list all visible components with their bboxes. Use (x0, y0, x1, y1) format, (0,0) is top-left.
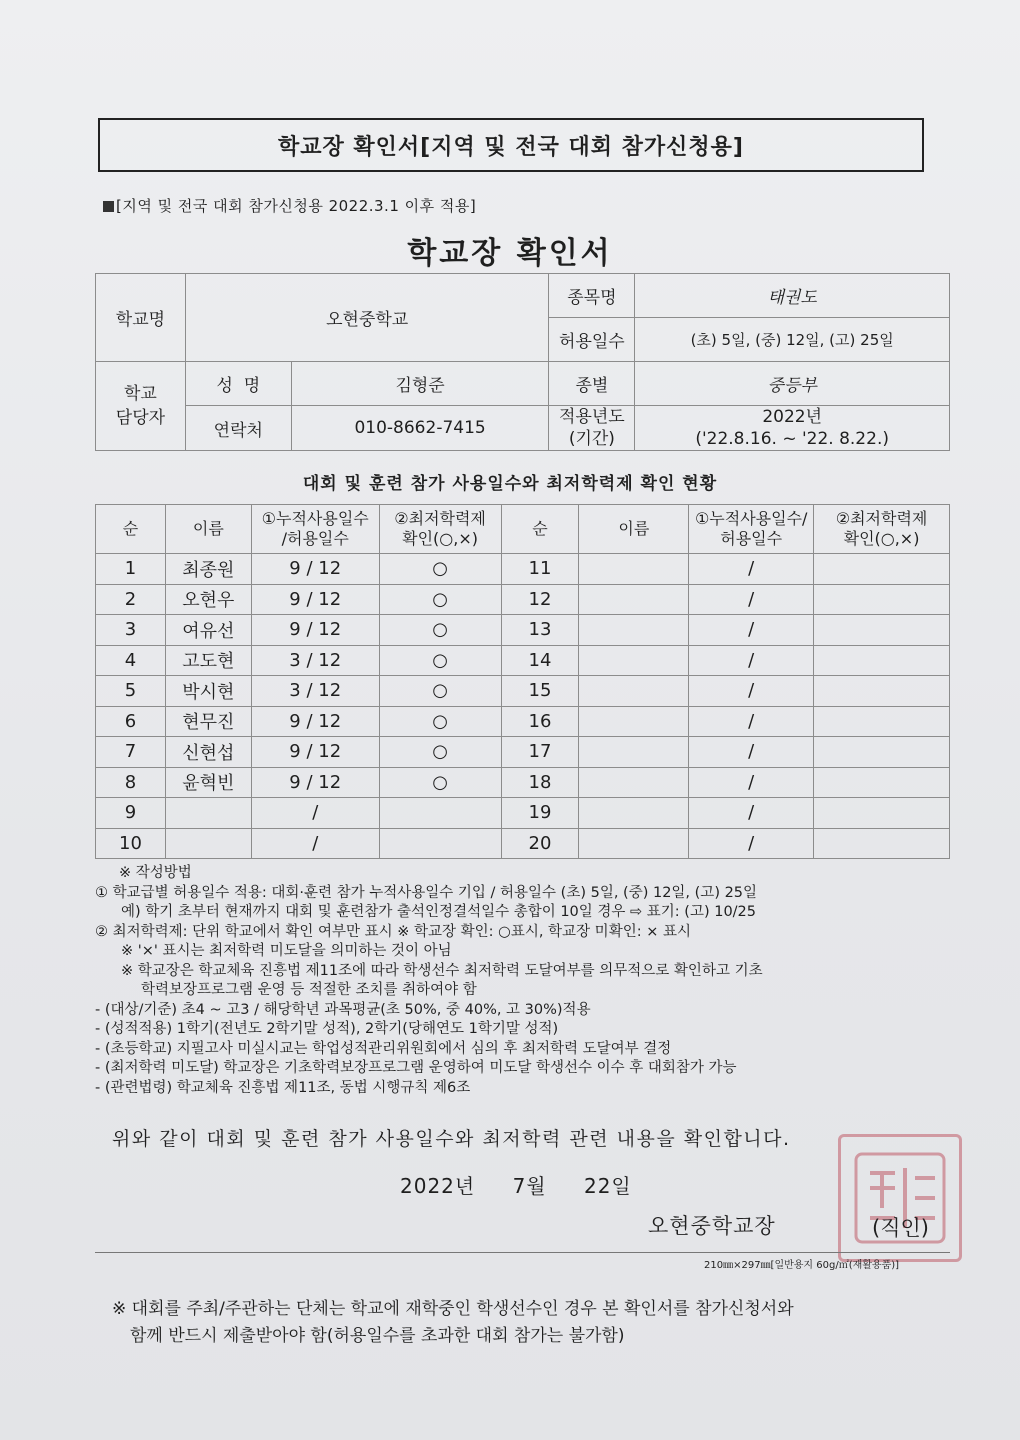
row-seq: 2 (96, 584, 166, 615)
row-check-2 (814, 767, 950, 798)
row-name: 현무진 (165, 706, 251, 737)
row-days-2: / (689, 737, 814, 768)
row-name (165, 798, 251, 829)
row-days: / (251, 798, 379, 829)
row-seq-2: 13 (501, 615, 579, 646)
row-days: 9 / 12 (251, 767, 379, 798)
row-name: 고도현 (165, 645, 251, 676)
footer-line-2: 함께 반드시 제출받아야 함(허용일수를 초과한 대회 참가는 불가함) (130, 1326, 625, 1346)
paper-spec: 210㎜×297㎜[일반용지 60g/㎡(재활용품)] (704, 1260, 900, 1271)
detail-2: - (성적적용) 1학기(전년도 2학기말 성적), 2학기(당해연도 1학기말 성적) (95, 1021, 559, 1037)
row-name: 여유선 (165, 615, 251, 646)
year-label: 적용년도 (기간) (549, 406, 635, 451)
row-days-2: / (689, 676, 814, 707)
row-name-2 (579, 767, 689, 798)
row-check: ○ (379, 584, 501, 615)
row-days: 9 / 12 (251, 584, 379, 615)
section-title: 대회 및 훈련 참가 사용일수와 최저학력제 확인 현황 (302, 474, 718, 494)
row-name: 신현섭 (165, 737, 251, 768)
row-seq: 1 (96, 554, 166, 585)
table-row (96, 645, 950, 676)
row-seq-2: 16 (501, 706, 579, 737)
table-body (96, 554, 950, 859)
school-value: 오현중학교 (185, 274, 549, 362)
year-value: 2022년 (762, 407, 822, 427)
col-name-2: 이름 (579, 505, 689, 554)
row-seq-2: 15 (501, 676, 579, 707)
note-2-a: ※ '×' 표시는 최저학력 미도달을 의미하는 것이 아님 (121, 943, 452, 959)
row-name-2 (579, 554, 689, 585)
row-check-2 (814, 584, 950, 615)
footer-note (112, 1296, 794, 1350)
table-row (96, 798, 950, 829)
row-name: 박시현 (165, 676, 251, 707)
seal-label: (직인) (872, 1216, 929, 1240)
row-name (165, 828, 251, 859)
row-check: ○ (379, 645, 501, 676)
row-seq: 10 (96, 828, 166, 859)
row-name: 오현우 (165, 584, 251, 615)
row-name-2 (579, 615, 689, 646)
square-bullet-icon (103, 201, 114, 212)
row-check-2 (814, 645, 950, 676)
table-row (96, 737, 950, 768)
row-check (379, 798, 501, 829)
detail-1: - (대상/기준) 초4 ~ 고3 / 해당학년 과목평균(초 50%, 중 40%, 고 30%)적용 (95, 1001, 591, 1018)
row-seq-2: 18 (501, 767, 579, 798)
row-check-2 (814, 615, 950, 646)
row-days-2: / (689, 828, 814, 859)
info-table (95, 273, 950, 451)
row-seq: 4 (96, 645, 166, 676)
table-header-row (96, 505, 950, 554)
divider (95, 1252, 950, 1253)
col-seq: 순 (96, 505, 166, 554)
detail-3: - (초등학교) 지필고사 미실시교는 학업성적관리위원회에서 심의 후 최저학력 도달여부 결정 (95, 1040, 672, 1057)
sport-value: 태권도 (635, 274, 950, 318)
row-seq-2: 11 (501, 554, 579, 585)
table-row (96, 828, 950, 859)
period-value: ('22.8.16. ~ '22. 8.22.) (695, 429, 889, 449)
note-2-b1: ※ 학교장은 학교체육 진흥법 제11조에 따라 학생선수 최저학력 도달여부를 의무적으로 확인하고 기초 (121, 962, 763, 979)
row-seq-2: 20 (501, 828, 579, 859)
row-check-2 (814, 737, 950, 768)
row-days: 9 / 12 (251, 554, 379, 585)
row-name-2 (579, 828, 689, 859)
table-row (96, 767, 950, 798)
date-day: 22일 (583, 1174, 632, 1198)
row-seq: 3 (96, 615, 166, 646)
row-check: ○ (379, 615, 501, 646)
note-1-example: 예) 학기 초부터 현재까지 대회 및 훈련참가 출석인정결석일수 총합이 10일 경우 ⇨ 표기: (고) 10/25 (121, 904, 757, 920)
school-label: 학교명 (96, 274, 186, 362)
note-2-b2: 학력보장프로그램 운영 등 적절한 조치를 취하여야 함 (141, 982, 477, 998)
page-title: 학교장 확인서 (407, 236, 613, 271)
col-check-2: ②최저학력제 확인(○,×) (814, 505, 950, 554)
category-value: 중등부 (635, 362, 950, 406)
detail-4: - (최저학력 미도달) 학교장은 기초학력보장프로그램 운영하여 미도달 학생선수 이수 후 대회참가 가능 (95, 1060, 737, 1076)
row-seq-2: 17 (501, 737, 579, 768)
document-header-box (98, 118, 924, 172)
note-2: ② 최저학력제: 단위 학교에서 확인 여부만 표시 ※ 학교장 확인: ○표시, 학교장 미확인: × 표시 (95, 923, 691, 940)
allowed-days-label: 허용일수 (549, 318, 635, 362)
date-year: 2022년 (400, 1174, 476, 1198)
applicability-note (103, 195, 476, 216)
row-seq-2: 12 (501, 584, 579, 615)
row-check: ○ (379, 737, 501, 768)
row-name-2 (579, 676, 689, 707)
row-check (379, 828, 501, 859)
detail-5: - (관련법령) 학교체육 진흥법 제11조, 동법 시행규칙 제6조 (95, 1079, 471, 1096)
row-check-2 (814, 554, 950, 585)
contact-label: 연락처 (185, 406, 291, 451)
row-name-2 (579, 706, 689, 737)
row-days-2: / (689, 645, 814, 676)
date-month: 7월 (512, 1174, 547, 1198)
category-label: 종별 (549, 362, 635, 406)
row-name-2 (579, 737, 689, 768)
row-seq: 5 (96, 676, 166, 707)
table-row (96, 554, 950, 585)
official-seal-stamp (838, 1134, 962, 1262)
col-days-2: ①누적사용일수/ 허용일수 (689, 505, 814, 554)
col-days: ①누적사용일수 /허용일수 (251, 505, 379, 554)
row-name: 최종원 (165, 554, 251, 585)
row-check: ○ (379, 676, 501, 707)
row-days: 3 / 12 (251, 645, 379, 676)
contact-value: 010-8662-7415 (291, 406, 549, 451)
header-box-title: 학교장 확인서[지역 및 전국 대회 참가신청용] (278, 134, 744, 160)
manager-name-label: 성 명 (185, 362, 291, 406)
table-row (96, 706, 950, 737)
manager-name-value: 김형준 (291, 362, 549, 406)
row-days: 9 / 12 (251, 615, 379, 646)
applicability-note-text: [지역 및 전국 대회 참가신청용 2022.3.1 이후 적용] (116, 197, 477, 215)
row-seq-2: 19 (501, 798, 579, 829)
row-days-2: / (689, 767, 814, 798)
table-row (96, 615, 950, 646)
row-days-2: / (689, 554, 814, 585)
notes-heading: ※ 작성방법 (119, 865, 192, 881)
manager-label: 학교 담당자 (96, 362, 186, 451)
row-seq: 9 (96, 798, 166, 829)
row-name-2 (579, 584, 689, 615)
row-seq: 8 (96, 767, 166, 798)
row-check-2 (814, 798, 950, 829)
confirmation-statement: 위와 같이 대회 및 훈련 참가 사용일수와 최저학력 관련 내용을 확인합니다. (112, 1128, 791, 1150)
row-days: 3 / 12 (251, 676, 379, 707)
row-days-2: / (689, 706, 814, 737)
row-check: ○ (379, 554, 501, 585)
row-days: 9 / 12 (251, 737, 379, 768)
row-name-2 (579, 645, 689, 676)
row-days: / (251, 828, 379, 859)
row-check-2 (814, 706, 950, 737)
col-check: ②최저학력제 확인(○,×) (379, 505, 501, 554)
row-name: 윤혁빈 (165, 767, 251, 798)
principal-name: 오현중학교장 (648, 1214, 776, 1238)
signature-date (400, 1170, 662, 1199)
row-seq-2: 14 (501, 645, 579, 676)
instructions (95, 864, 955, 1098)
row-check-2 (814, 676, 950, 707)
row-days-2: / (689, 584, 814, 615)
note-1: ① 학교급별 허용일수 적용: 대회·훈련 참가 누적사용일수 기입 / 허용일수 (초) 5일, (중) 12일, (고) 25일 (95, 884, 758, 901)
table-row (96, 676, 950, 707)
participation-table (95, 504, 950, 859)
col-name: 이름 (165, 505, 251, 554)
row-name-2 (579, 798, 689, 829)
table-row (96, 584, 950, 615)
sport-label: 종목명 (549, 274, 635, 318)
row-days-2: / (689, 798, 814, 829)
row-days-2: / (689, 615, 814, 646)
row-check-2 (814, 828, 950, 859)
row-check: ○ (379, 706, 501, 737)
row-days: 9 / 12 (251, 706, 379, 737)
row-seq: 7 (96, 737, 166, 768)
footer-line-1: ※ 대회를 주최/주관하는 단체는 학교에 재학중인 학생선수인 경우 본 확인서를 참가신청서와 (112, 1299, 794, 1319)
col-seq-2: 순 (501, 505, 579, 554)
allowed-days-value: (초) 5일, (중) 12일, (고) 25일 (635, 318, 950, 362)
year-cell (635, 406, 950, 451)
row-seq: 6 (96, 706, 166, 737)
row-check: ○ (379, 767, 501, 798)
